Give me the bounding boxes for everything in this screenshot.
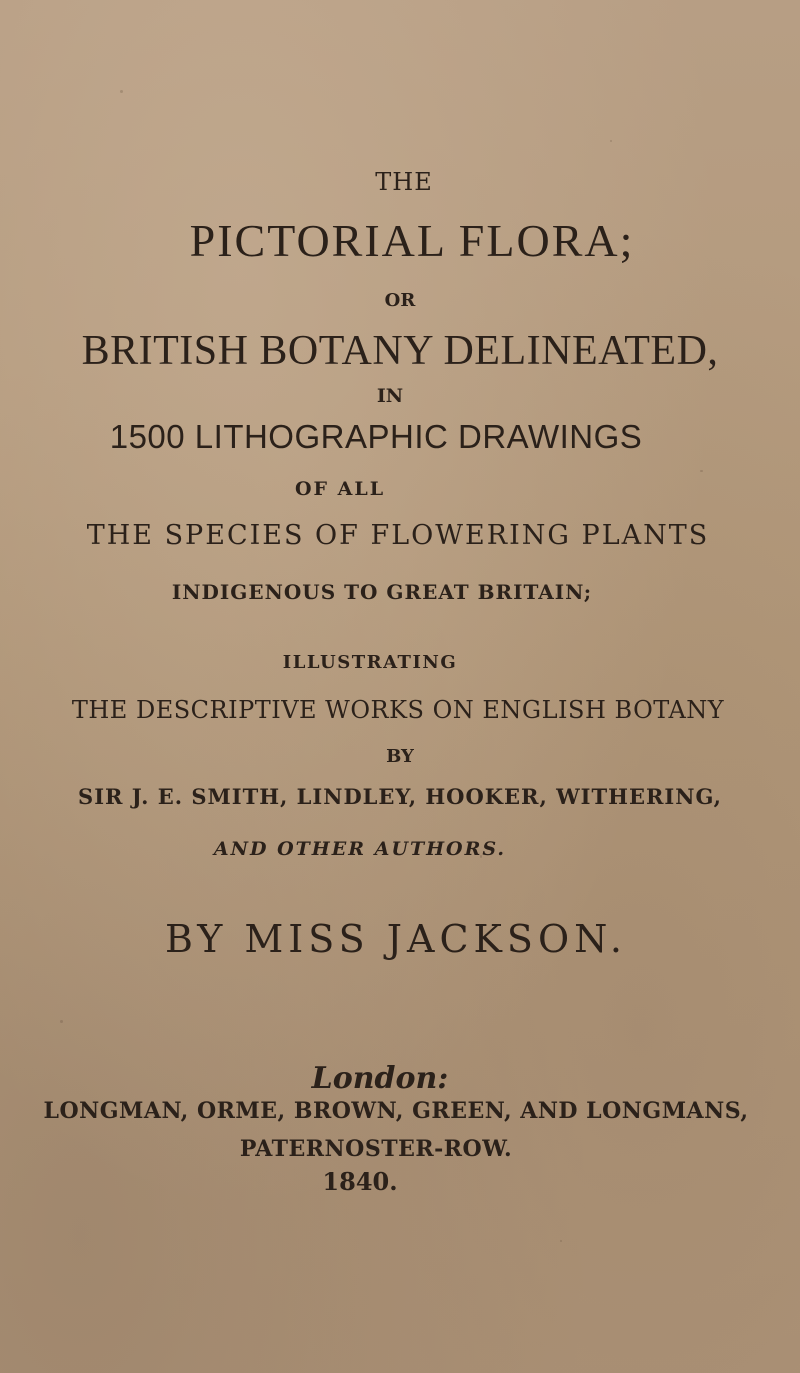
publishers-line: LONGMAN, ORME, BROWN, GREEN, AND LONGMANS, (43, 1098, 749, 1124)
book-subtitle: BRITISH BOTANY DELINEATED, (81, 328, 719, 374)
other-authors-line: AND OTHER AUTHORS. (213, 838, 507, 860)
illustrating-line: ILLUSTRATING (282, 652, 458, 673)
title-or: OR (384, 290, 416, 311)
paper-speck (560, 1240, 562, 1242)
works-line: THE DESCRIPTIVE WORKS ON ENGLISH BOTANY (71, 696, 725, 724)
paper-speck (60, 1020, 63, 1023)
publisher-address: PATERNOSTER-ROW. (239, 1136, 513, 1162)
species-line: THE SPECIES OF FLOWERING PLANTS (86, 520, 710, 551)
indigenous-line: INDIGENOUS TO GREAT BRITAIN; (171, 580, 593, 604)
imprint-city: London: (311, 1061, 449, 1096)
paper-speck (610, 140, 612, 142)
authors-line: SIR J. E. SMITH, LINDLEY, HOOKER, WITHERING, (78, 784, 722, 809)
paper-speck (120, 90, 123, 93)
book-title: PICTORIAL FLORA; (189, 215, 635, 266)
title-article: THE (375, 168, 433, 196)
paper-speck (700, 470, 703, 472)
by-line: BY (386, 746, 414, 767)
author-line: BY MISS JACKSON. (164, 917, 628, 961)
publication-year: 1840. (322, 1167, 398, 1196)
drawings-line: 1500 LITHOGRAPHIC DRAWINGS (109, 418, 643, 455)
of-all-line: OF ALL (294, 478, 386, 500)
title-in: IN (376, 385, 404, 407)
